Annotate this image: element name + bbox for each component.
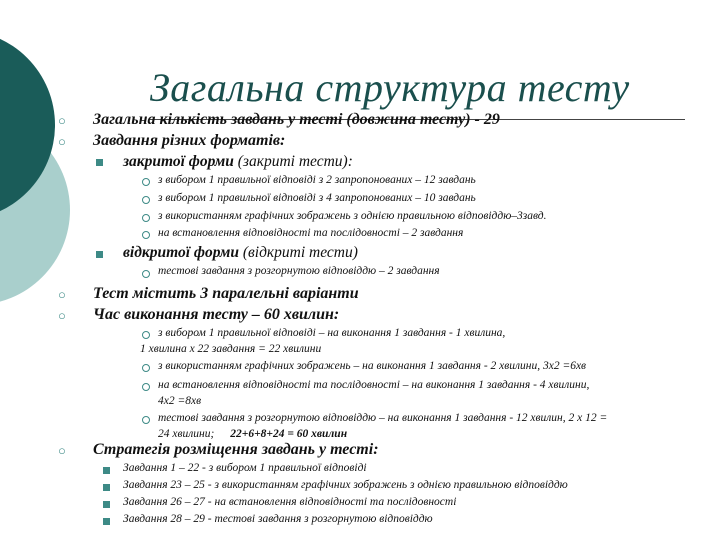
bullet-square-icon bbox=[103, 501, 110, 508]
decorative-circles bbox=[0, 0, 120, 540]
bullet-ring-icon: ○ bbox=[58, 443, 66, 458]
closed-item-3: з використанням графічних зображень з однією правильною відповіддю–3завд. bbox=[158, 210, 547, 222]
strategy-item-3: Завдання 26 – 27 - на встановлення відповідності та послідовності bbox=[123, 496, 457, 508]
closed-form-note: (закриті тести): bbox=[237, 153, 353, 170]
bullet-small-ring-icon bbox=[142, 331, 150, 339]
item-strategy: Стратегія розміщення завдань у тесті: bbox=[93, 441, 379, 458]
bullet-small-ring-icon bbox=[142, 270, 150, 278]
time-line-1b: 1 хвилина х 22 завдання = 22 хвилини bbox=[140, 343, 322, 355]
slide-title: Загальна структура тесту bbox=[150, 65, 630, 110]
bullet-small-ring-icon bbox=[142, 214, 150, 222]
bullet-square-icon bbox=[103, 467, 110, 474]
strategy-item-4: Завдання 28 – 29 - тестові завдання з розгорнутою відповіддю bbox=[123, 513, 433, 525]
open-form-label: відкритої форми bbox=[123, 244, 239, 261]
item-task-formats: Завдання різних форматів: bbox=[93, 132, 286, 149]
time-line-4b bbox=[158, 428, 347, 440]
bullet-small-ring-icon bbox=[142, 364, 150, 372]
bullet-small-ring-icon bbox=[142, 383, 150, 391]
bullet-ring-icon: ○ bbox=[58, 134, 66, 149]
open-form-line bbox=[123, 244, 358, 262]
bullet-small-ring-icon bbox=[142, 196, 150, 204]
time-line-2: з використанням графічних зображень – на виконання 1 завдання - 2 хвилини, 3х2 =6хв bbox=[158, 360, 587, 372]
time-line-3: на встановлення відповідності та послідовності – на виконання 1 завдання - 4 хвилини, bbox=[158, 379, 590, 391]
open-form-note: (відкриті тести) bbox=[242, 244, 358, 261]
item-parallel-variants: Тест містить 3 паралельні варіанти bbox=[93, 285, 359, 302]
closed-form-label: закритої форми bbox=[123, 153, 234, 170]
bullet-ring-icon: ○ bbox=[58, 287, 66, 302]
closed-item-4: на встановлення відповідності та послідовності – 2 завдання bbox=[158, 227, 464, 239]
time-line-4: тестові завдання з розгорнутою відповіддю – на виконання 1 завдання - 12 хвилин, 2 х 12 = bbox=[158, 412, 608, 424]
closed-item-1: з вибором 1 правильної відповіді з 2 запропонованих – 12 завдань bbox=[158, 174, 476, 186]
bullet-square-icon bbox=[103, 518, 110, 525]
bullet-ring-icon: ○ bbox=[58, 308, 66, 323]
item-total-tasks: Загальна кількість завдань у тесті (довжина тесту) - 29 bbox=[93, 111, 500, 128]
time-line-3b: 4х2 =8хв bbox=[158, 395, 202, 407]
bullet-small-ring-icon bbox=[142, 178, 150, 186]
open-item-1: тестові завдання з розгорнутою відповіддю – 2 завдання bbox=[158, 265, 440, 277]
strategy-item-1: Завдання 1 – 22 - з вибором 1 правильної відповіді bbox=[123, 462, 367, 474]
closed-form-line bbox=[123, 153, 353, 171]
bullet-small-ring-icon bbox=[142, 231, 150, 239]
bullet-square-icon bbox=[96, 159, 103, 166]
closed-item-2: з вибором 1 правильної відповіді з 4 запропонованих – 10 завдань bbox=[158, 192, 476, 204]
time-total: 22+6+8+24 = 60 хвилин bbox=[230, 428, 348, 440]
bullet-square-icon bbox=[103, 484, 110, 491]
item-test-time: Час виконання тесту – 60 хвилин: bbox=[93, 306, 340, 323]
time-line-1: з вибором 1 правильної відповіді – на виконання 1 завдання - 1 хвилина, bbox=[158, 327, 506, 339]
bullet-small-ring-icon bbox=[142, 416, 150, 424]
strategy-item-2: Завдання 23 – 25 - з використанням графічних зображень з однією правильною відповіддю bbox=[123, 479, 568, 491]
bullet-square-icon bbox=[96, 251, 103, 258]
time-line-4b-text: 24 хвилини; bbox=[158, 428, 215, 440]
bullet-ring-icon: ○ bbox=[58, 113, 66, 128]
